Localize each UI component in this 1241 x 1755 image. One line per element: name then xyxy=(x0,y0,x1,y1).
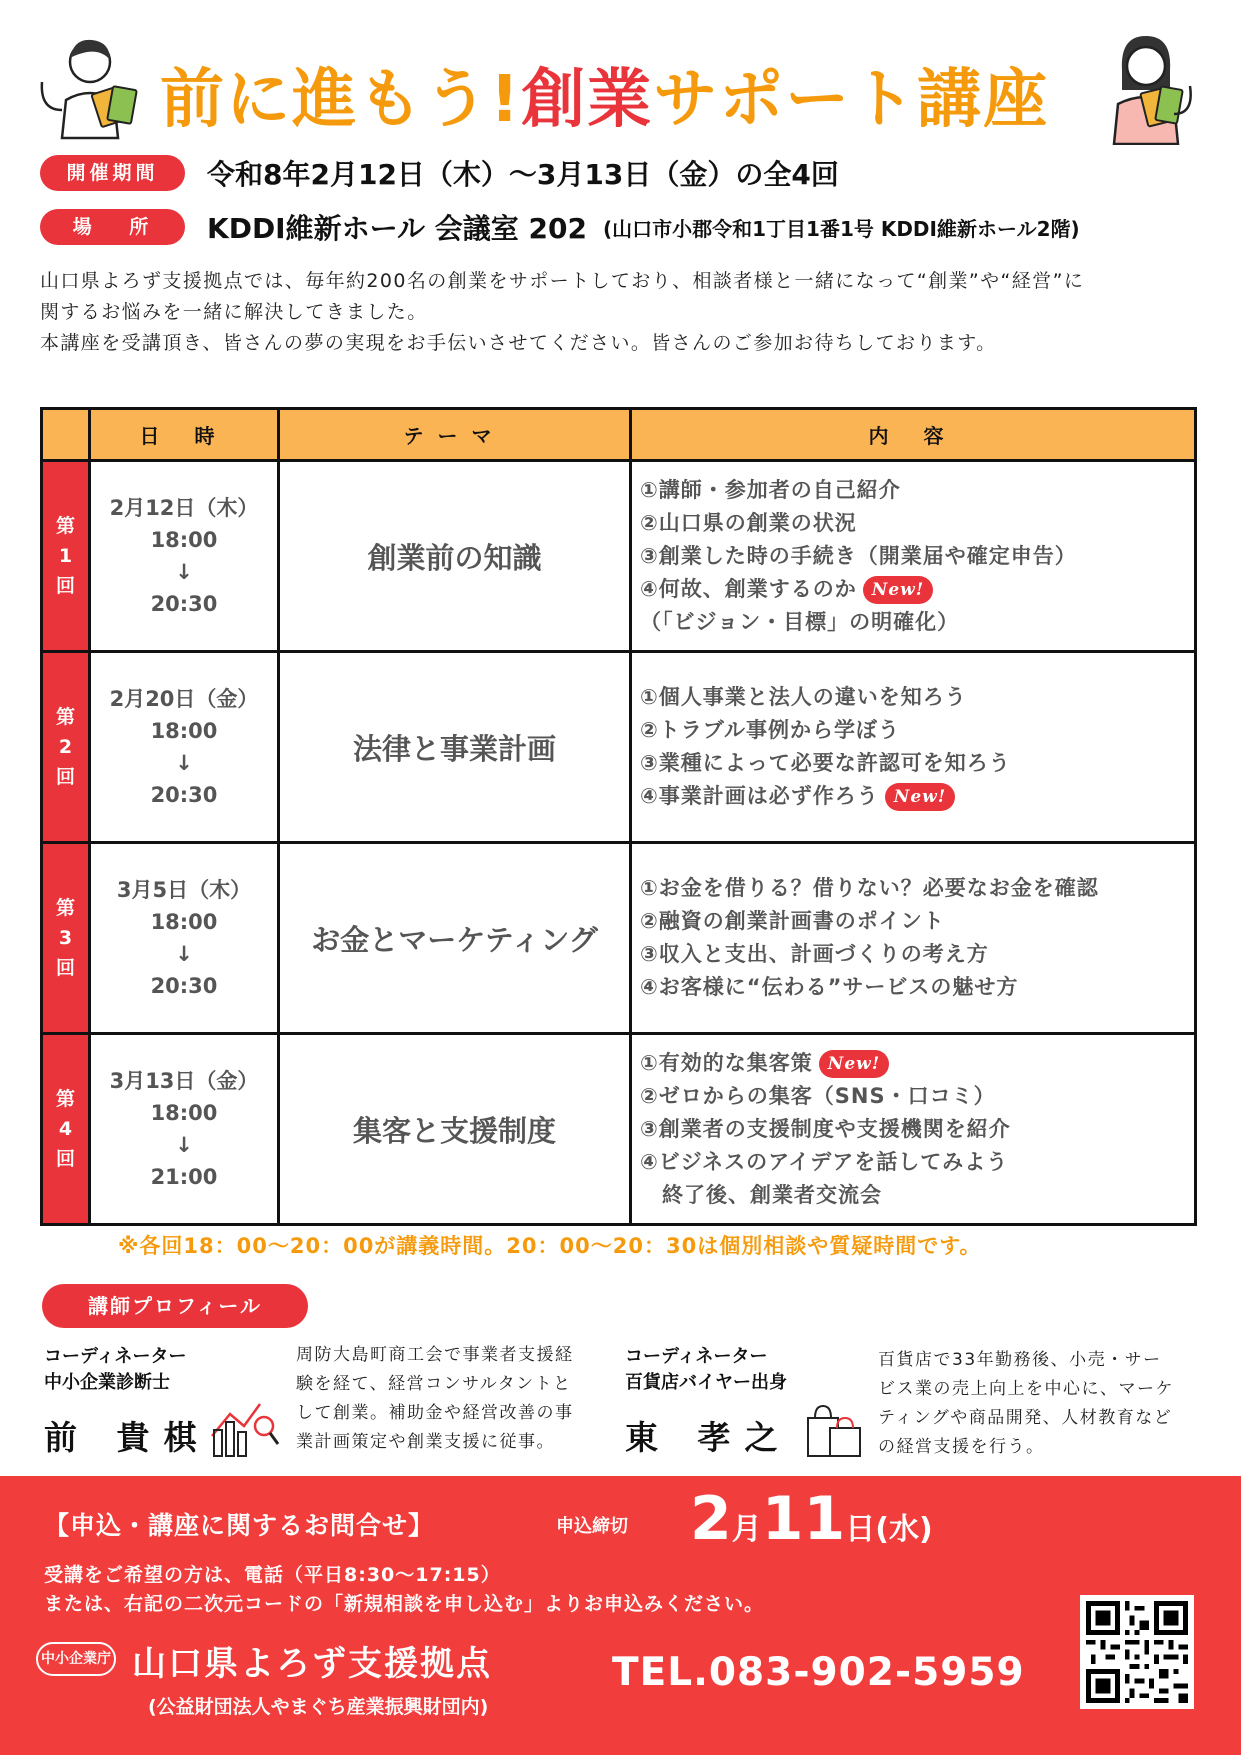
place-value: KDDI維新ホール 会議室 202 xyxy=(207,212,587,245)
contact-heading: 【申込・講座に関するお問合せ】 xyxy=(44,1511,435,1540)
content-item: ③創業した時の手続き（開業届や確定申告） xyxy=(640,543,1077,568)
contact-line: または、右記の二次元コードの「新規相談を申し込む」よりお申込みください。 xyxy=(44,1593,765,1615)
content-item: ③創業者の支援制度や支援機関を紹介 xyxy=(640,1116,1011,1141)
title-part2: 創業 xyxy=(521,63,654,137)
session-theme: お金とマーケティング xyxy=(279,843,631,1034)
sme-agency-logo: 中小企業庁 xyxy=(36,1642,116,1676)
organization-sub: (公益財団法人やまぐち産業振興財団内) xyxy=(148,1696,489,1718)
period-row xyxy=(40,153,839,193)
profile2-role: コーディネーター 百貨店バイヤー出身 xyxy=(625,1346,787,1393)
shopping-bags-icon xyxy=(804,1398,866,1460)
page-title xyxy=(160,48,1080,138)
place-address: (山口市小郡令和1丁目1番1号 KDDI維新ホール2階) xyxy=(602,216,1080,241)
period-value: 令和8年2月12日（木）～3月13日（金）の全4回 xyxy=(207,158,839,191)
session-number: 第 1 回 xyxy=(42,461,90,652)
header-num xyxy=(42,409,90,461)
content-item: ②ゼロからの集客（SNS・口コミ） xyxy=(640,1083,996,1108)
session-theme: 法律と事業計画 xyxy=(279,652,631,843)
table-row xyxy=(42,652,1196,843)
schedule-table xyxy=(40,407,1197,1226)
content-item: ④ビジネスのアイデアを話してみよう xyxy=(640,1149,1009,1174)
content-item: ④お客様に“伝わる”サービスの魅せ方 xyxy=(640,975,1019,999)
place-label: 場 所 xyxy=(40,209,185,245)
place-row xyxy=(40,207,1080,247)
organization-name: 山口県よろず支援拠点 xyxy=(132,1644,492,1684)
session-theme: 創業前の知識 xyxy=(279,461,631,652)
session-content xyxy=(631,843,1196,1034)
new-badge: New! xyxy=(885,783,955,811)
intro-line: 関するお悩みを一緒に解決してきました。 xyxy=(40,301,428,323)
intro-line: 本講座を受講頂き、皆さんの夢の実現をお手伝いさせてください。皆さんのご参加お待ちしております。 xyxy=(40,332,997,354)
session-date: 2月20日（金） 18:00 ↓ 20:30 xyxy=(90,652,279,843)
content-item: ③収入と支出、計画づくりの考え方 xyxy=(640,942,989,966)
title-part3: サポート講座 xyxy=(653,63,1050,137)
intro-line: 山口県よろず支援拠点では、毎年約200名の創業をサポートしており、相談者様と一緒になって“創業”や“経営”に xyxy=(40,270,1085,292)
content-item: ①講師・参加者の自己紹介 xyxy=(640,477,901,502)
profile1-name: 前 貴棋 xyxy=(44,1418,211,1457)
table-row xyxy=(42,1034,1196,1225)
new-badge: New! xyxy=(819,1050,889,1078)
content-item: ①個人事業と法人の違いを知ろう xyxy=(640,685,967,709)
title-part1: 前に進もう! xyxy=(160,63,522,137)
table-header-row xyxy=(42,409,1196,461)
profile2-desc: 百貨店で33年勤務後、小売・サー ビス業の売上向上を中心に、マーケ ティングや商品開発、人材教育など の経営支援を行う。 xyxy=(878,1350,1174,1457)
content-item: ②融資の創業計画書のポイント xyxy=(640,909,945,933)
content-item: ④何故、創業するのか New! xyxy=(640,573,1194,606)
profile1-desc: 周防大島町商工会で事業者支援経 験を経て、経営コンサルタントと して創業。補助金や経営改善の事 業計画策定や創業支援に従事。 xyxy=(296,1345,574,1452)
profile-label: 講師プロフィール xyxy=(42,1284,308,1328)
session-content xyxy=(631,1034,1196,1225)
profile2-name: 東 孝之 xyxy=(625,1418,792,1457)
profile1-role: コーディネーター 中小企業診断士 xyxy=(44,1346,187,1393)
deadline-label: 申込締切 xyxy=(556,1516,628,1537)
session-number: 第 2 回 xyxy=(42,652,90,843)
contact-footer xyxy=(0,1476,1241,1755)
intro-text xyxy=(40,266,1210,359)
man-illustration-icon xyxy=(32,30,142,140)
qr-code[interactable] xyxy=(1080,1595,1194,1709)
time-note: ※各回18：00～20：00が講義時間。20：00～20：30は個別相談や質疑時間です。 xyxy=(118,1234,982,1258)
phone-number[interactable]: TEL.083-902-5959 xyxy=(612,1650,1025,1695)
header-theme: テーマ xyxy=(279,409,631,461)
session-content xyxy=(631,461,1196,652)
session-number: 第 3 回 xyxy=(42,843,90,1034)
header-date: 日 時 xyxy=(90,409,279,461)
content-item: （「ビジョン・目標」の明確化） xyxy=(640,609,960,634)
new-badge: New! xyxy=(863,576,933,604)
contact-line: 受講をご希望の方は、電話（平日8:30～17:15） xyxy=(44,1564,501,1586)
session-theme: 集客と支援制度 xyxy=(279,1034,631,1225)
session-content xyxy=(631,652,1196,843)
session-date: 3月13日（金） 18:00 ↓ 21:00 xyxy=(90,1034,279,1225)
content-item: ④事業計画は必ず作ろう New! xyxy=(640,780,1194,813)
content-item: ③業種によって必要な許認可を知ろう xyxy=(640,751,1011,775)
content-item: ①お金を借りる？借りない？必要なお金を確認 xyxy=(640,876,1099,900)
session-number: 第 4 回 xyxy=(42,1034,90,1225)
session-date: 2月12日（木） 18:00 ↓ 20:30 xyxy=(90,461,279,652)
chart-analysis-icon xyxy=(208,1396,280,1458)
qr-code-icon xyxy=(1086,1601,1188,1703)
header-content: 内 容 xyxy=(631,409,1196,461)
table-row xyxy=(42,843,1196,1034)
content-item: ①有効的な集客策 New! xyxy=(640,1047,1194,1080)
content-item: 終了後、創業者交流会 xyxy=(640,1182,882,1207)
table-row xyxy=(42,461,1196,652)
deadline-date: 2月11日(水) xyxy=(690,1484,933,1554)
session-date: 3月5日（木） 18:00 ↓ 20:30 xyxy=(90,843,279,1034)
period-label: 開催期間 xyxy=(40,155,185,191)
woman-illustration-icon xyxy=(1090,30,1200,145)
content-item: ②山口県の創業の状況 xyxy=(640,510,857,535)
content-item: ②トラブル事例から学ぼう xyxy=(640,718,900,742)
